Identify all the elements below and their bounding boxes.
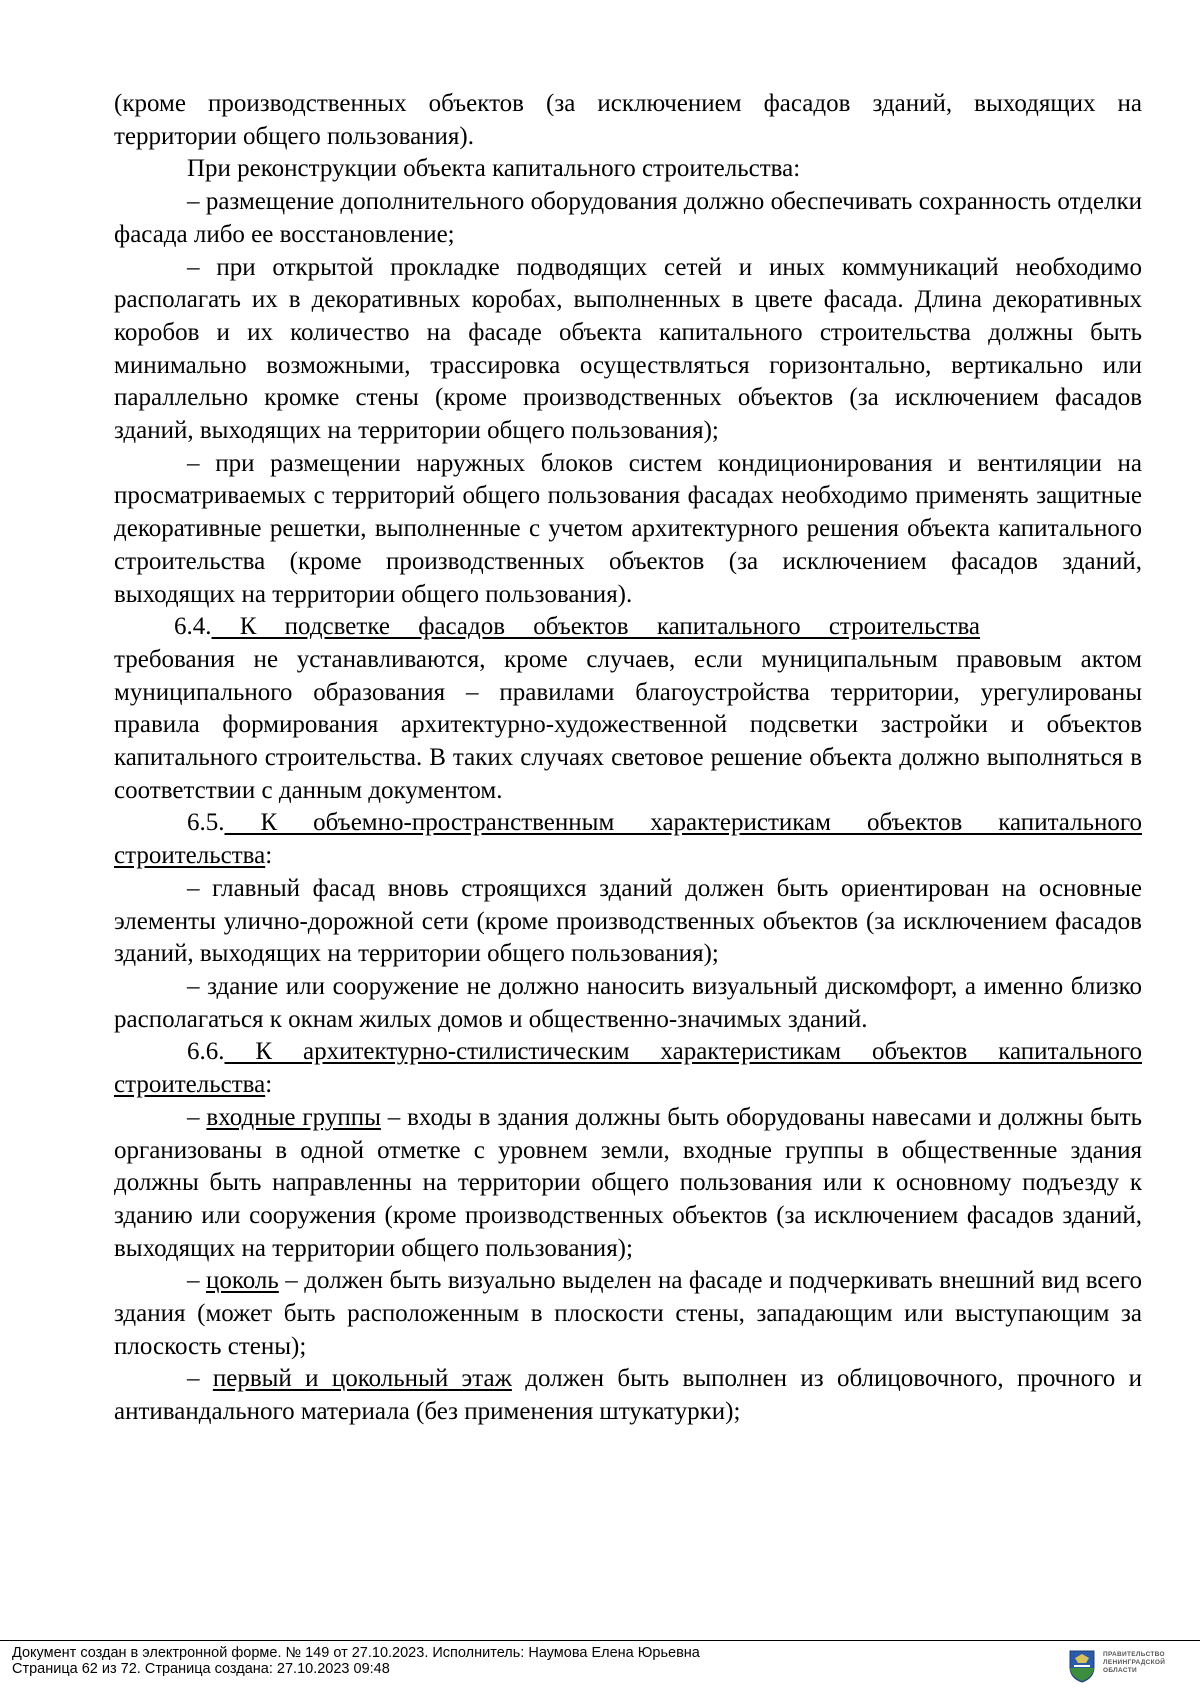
section-number: 6.5. (187, 809, 225, 837)
section-body: требования не устанавливаются, кроме случаев, если муниципальным правовым актом муниципального образования – правилами благоустройства территории, урегулированы правила формирования архитектурно-художественной подсветки застройки и объектов капитального строительства. В таких случаях световое решение объекта должно выполняться в соответствии с данным документом. (114, 645, 1142, 804)
paragraph-reconstruction: При реконструкции объекта капитального строительства: (187, 155, 801, 183)
section-number: 6.4. (174, 613, 212, 641)
section-heading: К архитектурно-стилистическим характеристикам объектов капитального строительства (114, 1038, 1142, 1099)
list-term: первый и цокольный этаж (212, 1365, 512, 1393)
list-item: – размещение дополнительного оборудования должно обеспечивать сохранность отделки фасада либо ее восстановление; (114, 188, 1142, 248)
heading-colon: : (265, 1071, 273, 1099)
list-item (114, 1265, 1142, 1363)
section-number: 6.6. (187, 1038, 225, 1066)
list-text: – должен быть визуально выделен на фасаде и подчеркивать внешний вид всего здания (может быть расположенным в плоскости стены, западающим или выступающим за плоскость стены); (114, 1267, 1142, 1360)
list-item (114, 1102, 1142, 1266)
heading-colon: : (265, 842, 273, 870)
page-footer (0, 1640, 1200, 1699)
list-term: цоколь (205, 1267, 279, 1295)
paragraph-continuation: (кроме производственных объектов (за исключением фасадов зданий, выходящих на территории общего пользования). (114, 90, 1142, 150)
footer-page-info: Страница 62 из 72. Страница создана: 27.10.2023 09:48 (12, 1661, 390, 1677)
list-item: – при размещении наружных блоков систем кондиционирования и вентиляции на просматриваемых с территорий общего пользования фасадах необходимо применять защитные декоративные решетки, выполненные с учетом архитектурного решения объекта капитального строительства (кроме производственных объектов (за исключением фасадов зданий, выходящих на территории общего пользования). (114, 449, 1142, 608)
logo-line: ЛЕНИНГРАДСКОЙ (1103, 1659, 1166, 1666)
list-item (114, 1363, 1142, 1428)
logo-line: ПРАВИТЕЛЬСТВО (1103, 1651, 1165, 1658)
list-dash: – (187, 1365, 213, 1393)
logo-caption (1103, 1651, 1193, 1675)
list-text: – входы в здания должны быть оборудованы навесами и должны быть организованы в одной отметке с уровнем земли, входные группы в общественные здания должны быть направленны на территории общего пользования или к основному подъезду к зданию или сооружения (кроме производственных объектов (за исключением фасадов зданий, выходящих на территории общего пользования); (114, 1103, 1143, 1262)
list-item: – главный фасад вновь строящихся зданий должен быть ориентирован на основные элементы улично-дорожной сети (кроме производственных объектов (за исключением фасадов зданий, выходящих на территории общего пользования); (114, 874, 1142, 968)
list-item: – при открытой прокладке подводящих сетей и иных коммуникаций необходимо располагать их в декоративных коробах, выполненных в цвете фасада. Длина декоративных коробов и их количество на фасаде объекта капитального строительства должны быть минимально возможными, трассировка осуществляться горизонтально, вертикально или параллельно кромке стены (кроме производственных объектов (за исключением фасадов зданий, выходящих на территории общего пользования); (114, 253, 1142, 445)
section-6-4 (114, 611, 1142, 807)
list-dash: – (187, 1267, 206, 1295)
list-term: входные группы (206, 1103, 381, 1131)
footer-document-info: Документ создан в электронной форме. № 149 от 27.10.2023. Исполнитель: Наумова Елена Юрьевна (12, 1645, 700, 1661)
coat-of-arms-icon (1068, 1649, 1096, 1683)
section-6-5-heading (114, 807, 1142, 872)
government-logo (1068, 1649, 1192, 1683)
list-item: – здание или сооружение не должно наносить визуальный дискомфорт, а именно близко располагаться к окнам жилых домов и общественно-значимых зданий. (114, 972, 1142, 1033)
document-body (114, 88, 1142, 1429)
logo-line: ОБЛАСТИ (1103, 1667, 1137, 1674)
list-text: должен быть выполнен из облицовочного, прочного и антивандального материала (без применения штукатурки); (114, 1365, 1142, 1426)
section-heading: К объемно-пространственным характеристикам объектов капитального строительства (114, 809, 1142, 870)
list-dash: – (187, 1103, 207, 1131)
section-6-6-heading (114, 1036, 1142, 1101)
section-heading: К подсветке фасадов объектов капитального строительства (211, 613, 981, 641)
